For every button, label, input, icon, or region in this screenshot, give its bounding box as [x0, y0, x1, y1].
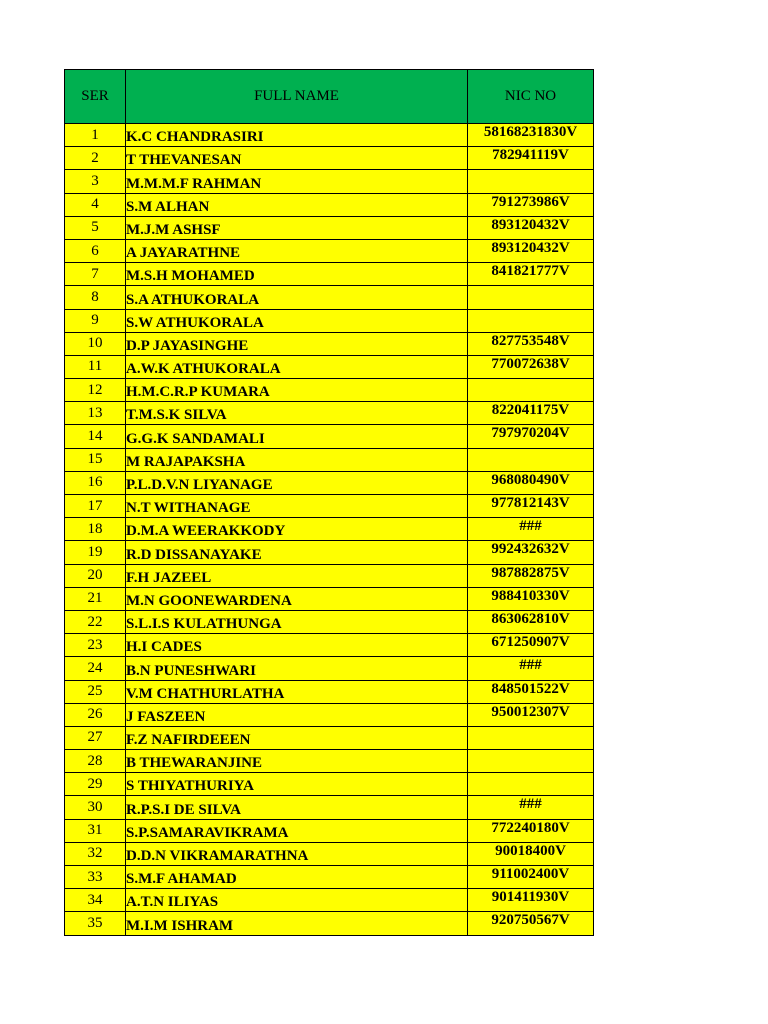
table-row	[65, 124, 594, 147]
cell-full-name[interactable]: T THEVANESAN	[126, 147, 468, 170]
cell-ser[interactable]: 28	[65, 750, 126, 773]
cell-nic-no[interactable]: 920750567V	[468, 912, 594, 935]
table-row	[65, 402, 594, 425]
cell-nic-no[interactable]: ###	[468, 796, 594, 819]
table-row	[65, 634, 594, 657]
table-row	[65, 750, 594, 773]
table-row	[65, 355, 594, 378]
cell-nic-no[interactable]: 893120432V	[468, 216, 594, 239]
cell-ser[interactable]: 14	[65, 425, 126, 448]
table-row	[65, 703, 594, 726]
cell-full-name[interactable]: S THIYATHURIYA	[126, 773, 468, 796]
cell-nic-no[interactable]: 827753548V	[468, 332, 594, 355]
cell-full-name[interactable]: K.C CHANDRASIRI	[126, 124, 468, 147]
cell-nic-no[interactable]	[468, 726, 594, 749]
cell-ser[interactable]: 9	[65, 309, 126, 332]
table-row	[65, 286, 594, 309]
table-row	[65, 726, 594, 749]
cell-nic-no[interactable]: 782941119V	[468, 147, 594, 170]
table-row	[65, 657, 594, 680]
header-row	[65, 70, 594, 124]
table-row	[65, 796, 594, 819]
cell-ser[interactable]: 15	[65, 448, 126, 471]
table-row	[65, 216, 594, 239]
cell-full-name[interactable]: G.G.K SANDAMALI	[126, 425, 468, 448]
cell-full-name[interactable]: J FASZEEN	[126, 703, 468, 726]
table-row	[65, 541, 594, 564]
table-row	[65, 680, 594, 703]
header-ser[interactable]: SER	[65, 70, 126, 124]
table-row	[65, 263, 594, 286]
cell-nic-no[interactable]	[468, 750, 594, 773]
cell-full-name[interactable]: M.S.H MOHAMED	[126, 263, 468, 286]
cell-ser[interactable]: 19	[65, 541, 126, 564]
cell-ser[interactable]: 35	[65, 912, 126, 935]
cell-nic-no[interactable]	[468, 170, 594, 193]
cell-nic-no[interactable]: 911002400V	[468, 866, 594, 889]
cell-nic-no[interactable]: 797970204V	[468, 425, 594, 448]
cell-nic-no[interactable]	[468, 379, 594, 402]
cell-ser[interactable]: 10	[65, 332, 126, 355]
cell-full-name[interactable]: D.P JAYASINGHE	[126, 332, 468, 355]
cell-nic-no[interactable]: 901411930V	[468, 889, 594, 912]
cell-full-name[interactable]: M.M.M.F RAHMAN	[126, 170, 468, 193]
cell-ser[interactable]: 32	[65, 842, 126, 865]
table-header	[65, 70, 594, 124]
table-row	[65, 518, 594, 541]
cell-nic-no[interactable]: 822041175V	[468, 402, 594, 425]
cell-ser[interactable]: 30	[65, 796, 126, 819]
cell-ser[interactable]: 27	[65, 726, 126, 749]
cell-ser[interactable]: 24	[65, 657, 126, 680]
cell-full-name[interactable]: T.M.S.K SILVA	[126, 402, 468, 425]
table-row	[65, 912, 594, 935]
table-row	[65, 379, 594, 402]
cell-full-name[interactable]: S.W ATHUKORALA	[126, 309, 468, 332]
table-row	[65, 448, 594, 471]
cell-nic-no[interactable]: 950012307V	[468, 703, 594, 726]
cell-ser[interactable]: 5	[65, 216, 126, 239]
cell-ser[interactable]: 11	[65, 355, 126, 378]
cell-nic-no[interactable]: 841821777V	[468, 263, 594, 286]
cell-ser[interactable]: 26	[65, 703, 126, 726]
cell-ser[interactable]: 17	[65, 495, 126, 518]
table-row	[65, 773, 594, 796]
cell-full-name[interactable]: V.M CHATHURLATHA	[126, 680, 468, 703]
cell-nic-no[interactable]: 968080490V	[468, 471, 594, 494]
table-row	[65, 332, 594, 355]
cell-ser[interactable]: 2	[65, 147, 126, 170]
table-row	[65, 471, 594, 494]
table-row	[65, 193, 594, 216]
cell-full-name[interactable]: H.I CADES	[126, 634, 468, 657]
cell-full-name[interactable]: A.W.K ATHUKORALA	[126, 355, 468, 378]
cell-full-name[interactable]: H.M.C.R.P KUMARA	[126, 379, 468, 402]
cell-nic-no[interactable]: 770072638V	[468, 355, 594, 378]
cell-ser[interactable]: 25	[65, 680, 126, 703]
cell-ser[interactable]: 33	[65, 866, 126, 889]
cell-full-name[interactable]: S.M.F AHAMAD	[126, 866, 468, 889]
table-row	[65, 170, 594, 193]
cell-full-name[interactable]: B THEWARANJINE	[126, 750, 468, 773]
cell-nic-no[interactable]: 992432632V	[468, 541, 594, 564]
cell-full-name[interactable]: N.T WITHANAGE	[126, 495, 468, 518]
table-row	[65, 239, 594, 262]
table-row	[65, 309, 594, 332]
table-row	[65, 425, 594, 448]
cell-ser[interactable]: 3	[65, 170, 126, 193]
cell-nic-no[interactable]: 987882875V	[468, 564, 594, 587]
cell-ser[interactable]: 34	[65, 889, 126, 912]
cell-full-name[interactable]: R.D DISSANAYAKE	[126, 541, 468, 564]
cell-nic-no[interactable]: 848501522V	[468, 680, 594, 703]
cell-full-name[interactable]: M.J.M ASHSF	[126, 216, 468, 239]
table-row	[65, 495, 594, 518]
cell-ser[interactable]: 23	[65, 634, 126, 657]
cell-ser[interactable]: 6	[65, 239, 126, 262]
table-row	[65, 147, 594, 170]
cell-full-name[interactable]: A.T.N ILIYAS	[126, 889, 468, 912]
cell-nic-no[interactable]: 58168231830V	[468, 124, 594, 147]
cell-ser[interactable]: 21	[65, 587, 126, 610]
cell-ser[interactable]: 4	[65, 193, 126, 216]
cell-full-name[interactable]: A JAYARATHNE	[126, 239, 468, 262]
cell-full-name[interactable]: S.A ATHUKORALA	[126, 286, 468, 309]
cell-full-name[interactable]: R.P.S.I DE SILVA	[126, 796, 468, 819]
employee-nic-table	[64, 69, 594, 936]
cell-ser[interactable]: 18	[65, 518, 126, 541]
cell-full-name[interactable]: M.I.M ISHRAM	[126, 912, 468, 935]
header-nic-no[interactable]: NIC NO	[468, 70, 594, 124]
cell-nic-no[interactable]	[468, 309, 594, 332]
cell-nic-no[interactable]: ###	[468, 657, 594, 680]
cell-nic-no[interactable]: 988410330V	[468, 587, 594, 610]
cell-ser[interactable]: 20	[65, 564, 126, 587]
cell-nic-no[interactable]: 977812143V	[468, 495, 594, 518]
cell-ser[interactable]: 29	[65, 773, 126, 796]
cell-full-name[interactable]: D.D.N VIKRAMARATHNA	[126, 842, 468, 865]
cell-full-name[interactable]: M RAJAPAKSHA	[126, 448, 468, 471]
cell-nic-no[interactable]: 772240180V	[468, 819, 594, 842]
cell-ser[interactable]: 16	[65, 471, 126, 494]
cell-full-name[interactable]: B.N PUNESHWARI	[126, 657, 468, 680]
cell-full-name[interactable]: D.M.A WEERAKKODY	[126, 518, 468, 541]
cell-ser[interactable]: 1	[65, 124, 126, 147]
cell-full-name[interactable]: S.M ALHAN	[126, 193, 468, 216]
cell-ser[interactable]: 13	[65, 402, 126, 425]
cell-nic-no[interactable]: 90018400V	[468, 842, 594, 865]
table-row	[65, 610, 594, 633]
cell-full-name[interactable]: M.N GOONEWARDENA	[126, 587, 468, 610]
table-row	[65, 587, 594, 610]
cell-full-name[interactable]: F.Z NAFIRDEEEN	[126, 726, 468, 749]
table-body	[65, 124, 594, 936]
cell-nic-no[interactable]: 863062810V	[468, 610, 594, 633]
cell-nic-no[interactable]: 791273986V	[468, 193, 594, 216]
cell-full-name[interactable]: P.L.D.V.N LIYANAGE	[126, 471, 468, 494]
header-full-name[interactable]: FULL NAME	[126, 70, 468, 124]
table-row	[65, 819, 594, 842]
cell-nic-no[interactable]: 893120432V	[468, 239, 594, 262]
cell-ser[interactable]: 31	[65, 819, 126, 842]
cell-nic-no[interactable]	[468, 773, 594, 796]
cell-nic-no[interactable]	[468, 448, 594, 471]
cell-ser[interactable]: 7	[65, 263, 126, 286]
cell-nic-no[interactable]	[468, 286, 594, 309]
table-row	[65, 889, 594, 912]
cell-ser[interactable]: 8	[65, 286, 126, 309]
table-row	[65, 564, 594, 587]
cell-nic-no[interactable]: 671250907V	[468, 634, 594, 657]
cell-full-name[interactable]: S.L.I.S KULATHUNGA	[126, 610, 468, 633]
table-row	[65, 842, 594, 865]
cell-ser[interactable]: 22	[65, 610, 126, 633]
cell-nic-no[interactable]: ###	[468, 518, 594, 541]
cell-ser[interactable]: 12	[65, 379, 126, 402]
cell-full-name[interactable]: S.P.SAMARAVIKRAMA	[126, 819, 468, 842]
cell-full-name[interactable]: F.H JAZEEL	[126, 564, 468, 587]
table-row	[65, 866, 594, 889]
